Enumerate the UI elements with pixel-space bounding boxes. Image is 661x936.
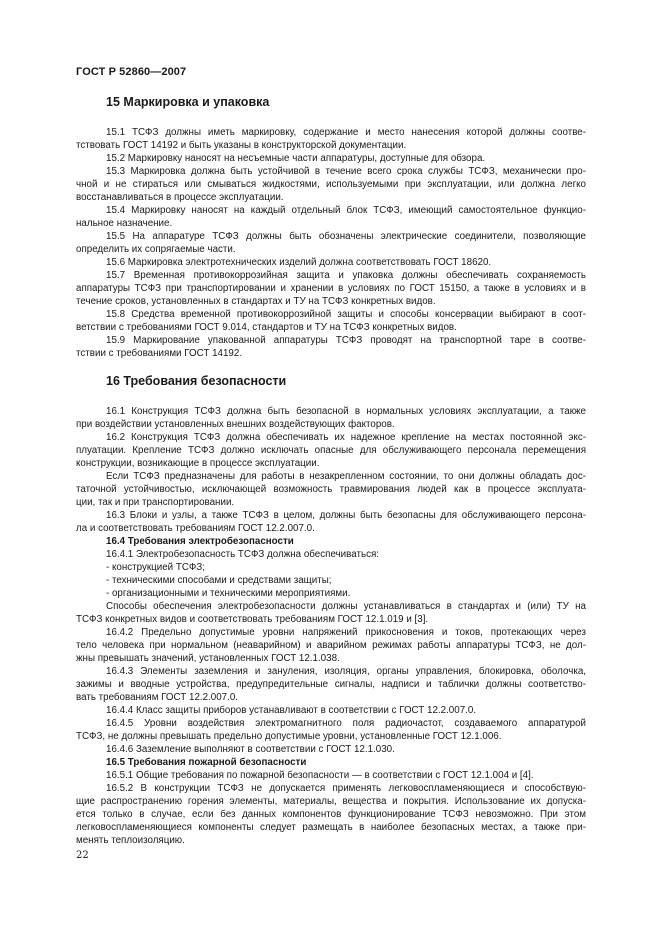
paragraph-line: плуатации. Крепление ТСФЗ должно исключать опасные для обслуживающего персонала перемещения	[76, 445, 586, 456]
paragraph-line: зажимы и вводные устройства, предупредительные сигналы, надписи и таблички должны соответство-	[76, 679, 586, 690]
paragraph-line: 16.1 Конструкция ТСФЗ должна быть безопасной в нормальных условиях эксплуатации, а также	[106, 406, 586, 417]
paragraph-line: 15.9 Маркирование упакованной аппаратуры ТСФЗ проводят на транспортной таре в соотве-	[106, 335, 586, 346]
paragraph-line: 16.4.3 Элементы заземления и зануления, изоляция, органы управления, блокировка, оболочка,	[106, 666, 586, 677]
paragraph-line: щие распространению горения элементы, материалы, вещества и покрытия. Использование их допуска-	[76, 796, 586, 807]
paragraph-line: 16.4.6 Заземление выполняют в соответствии с ГОСТ 12.1.030.	[106, 744, 395, 755]
paragraph-line: ТСФЗ конкретных видов и соответствовать требованиям ГОСТ 12.1.019 и [3].	[76, 614, 429, 625]
paragraph-line: менять теплоизоляцию.	[76, 835, 185, 846]
paragraph-line: 15.7 Временная противокоррозийная защита и упаковка должны обеспечивать сохраняемость	[106, 270, 586, 281]
document-header: ГОСТ Р 52860—2007	[76, 66, 187, 78]
paragraph-line: 15.5 На аппаратуре ТСФЗ должны быть обозначены электрические соединители, позволяющие	[106, 231, 586, 242]
paragraph-line: 16.5.1 Общие требования по пожарной безопасности — в соответствии с ГОСТ 12.1.004 и [4].	[106, 770, 534, 781]
page-number: 22	[76, 850, 89, 861]
paragraph-line: течение сроков, установленных в стандартах и ТУ на ТСФЗ конкретных видов.	[76, 296, 436, 307]
paragraph-line: тствовать ГОСТ 14192 и быть указаны в конструкторской документации.	[76, 140, 407, 151]
paragraph-line: Если ТСФЗ предназначены для работы в незакрепленном состоянии, то они должны обладать дос-	[106, 471, 586, 482]
paragraph-line: чной и не стираться или смываться жидкостями, используемыми при эксплуатации, или должна легко	[76, 179, 586, 190]
paragraph-line: конструкции, возникающие в процессе эксплуатации.	[76, 458, 320, 469]
paragraph-line: аппаратуры ТСФЗ при транспортировании и хранении в условиях по ГОСТ 15150, а также в условиях и в	[76, 283, 586, 294]
subsection-16-5-heading: 16.5 Требования пожарной безопасности	[106, 757, 307, 768]
paragraph-line: ла и соответствовать требованиям ГОСТ 12.2.007.0.	[76, 523, 315, 534]
paragraph-line: 15.4 Маркировку наносят на каждый отдельный блок ТСФЗ, имеющий самостоятельное функцио-	[106, 205, 586, 216]
list-item: - конструкцией ТСФЗ;	[106, 562, 206, 573]
paragraph-line: ветствии с требованиями ГОСТ 9.014, стандартов и ТУ на ТСФЗ конкретных видов.	[76, 322, 457, 333]
paragraph-line: 16.5.2 В конструкции ТСФЗ не допускается применять легковоспламеняющиеся и способствую-	[106, 783, 586, 794]
section-16-heading: 16 Требования безопасности	[106, 374, 287, 388]
paragraph-line: ется только в случае, если без данных компонентов функционирование ТСФЗ невозможно. При этом	[76, 809, 586, 820]
paragraph-line: тело человека при нормальном (неаварийном) и аварийном режимах работы аппаратуры ТСФЗ, не дол-	[76, 640, 586, 651]
paragraph-line: при воздействии установленных внешних воздействующих факторов.	[76, 419, 395, 430]
paragraph-line: 16.4.5 Уровни воздействия электромагнитного поля радиочастот, создаваемого аппаратурой	[106, 718, 586, 729]
subsection-16-4-heading: 16.4 Требования электробезопасности	[106, 536, 294, 547]
paragraph-line: ции, так и при транспортировании.	[76, 497, 235, 508]
paragraph-line: 15.6 Маркировка электротехнических изделий должна соответствовать ГОСТ 18620.	[106, 257, 492, 268]
list-item: - техническими способами и средствами защиты;	[106, 575, 332, 586]
paragraph-line: тствии с требованиями ГОСТ 14192.	[76, 348, 243, 359]
paragraph-line: определить их сопрягаемые части.	[76, 244, 236, 255]
paragraph-line: вать требованиям ГОСТ 12.2.007.0.	[76, 692, 239, 703]
paragraph-line: 16.4.4 Класс защиты приборов устанавливают в соответствии с ГОСТ 12.2.007.0.	[106, 705, 477, 716]
paragraph-line: нальное назначение.	[76, 218, 173, 229]
paragraph-line: 15.2 Маркировку наносят на несъемные части аппаратуры, доступные для обзора.	[106, 153, 486, 164]
paragraph-line: 15.3 Маркировка должна быть устойчивой в течение всего срока службы ТСФЗ, механически про-	[106, 166, 586, 177]
paragraph-line: 16.2 Конструкция ТСФЗ должна обеспечивать их надежное крепление на местах постоянной экс-	[106, 432, 586, 443]
paragraph-line: 16.4.1 Электробезопасность ТСФЗ должна обеспечиваться:	[106, 549, 380, 560]
paragraph-line: легковоспламеняющиеся компоненты следует размещать в наиболее безопасных местах, а также при-	[76, 822, 586, 833]
paragraph-line: жны превышать значений, установленных ГОСТ 12.1.038.	[76, 653, 340, 664]
paragraph-line: таточной устойчивостью, исключающей возможность травмирования людей как в процессе эксплуата-	[76, 484, 586, 495]
paragraph-line: 15.1 ТСФЗ должны иметь маркировку, содержание и место нанесения которой должны соотве-	[106, 127, 586, 138]
paragraph-line: 16.4.2 Предельно допустимые уровни напряжений прикосновения и токов, протекающих через	[106, 627, 586, 638]
list-item: - организационными и техническими мероприятиями.	[106, 588, 351, 599]
paragraph-line: восстанавливаться в процессе эксплуатации.	[76, 192, 284, 203]
section-15-heading: 15 Маркировка и упаковка	[106, 95, 270, 109]
paragraph-line: 16.3 Блоки и узлы, а также ТСФЗ в целом, должны быть безопасны для обслуживающего персона-	[106, 510, 586, 521]
paragraph-line: Способы обеспечения электробезопасности должны устанавливаться в стандартах и (или) ТУ на	[106, 601, 586, 612]
paragraph-line: ТСФЗ, не должны превышать предельно допустимые уровни, установленные ГОСТ 12.1.006.	[76, 731, 502, 742]
paragraph-line: 15.8 Средства временной противокоррозийной защиты и способы консервации выбирают в соот-	[106, 309, 586, 320]
